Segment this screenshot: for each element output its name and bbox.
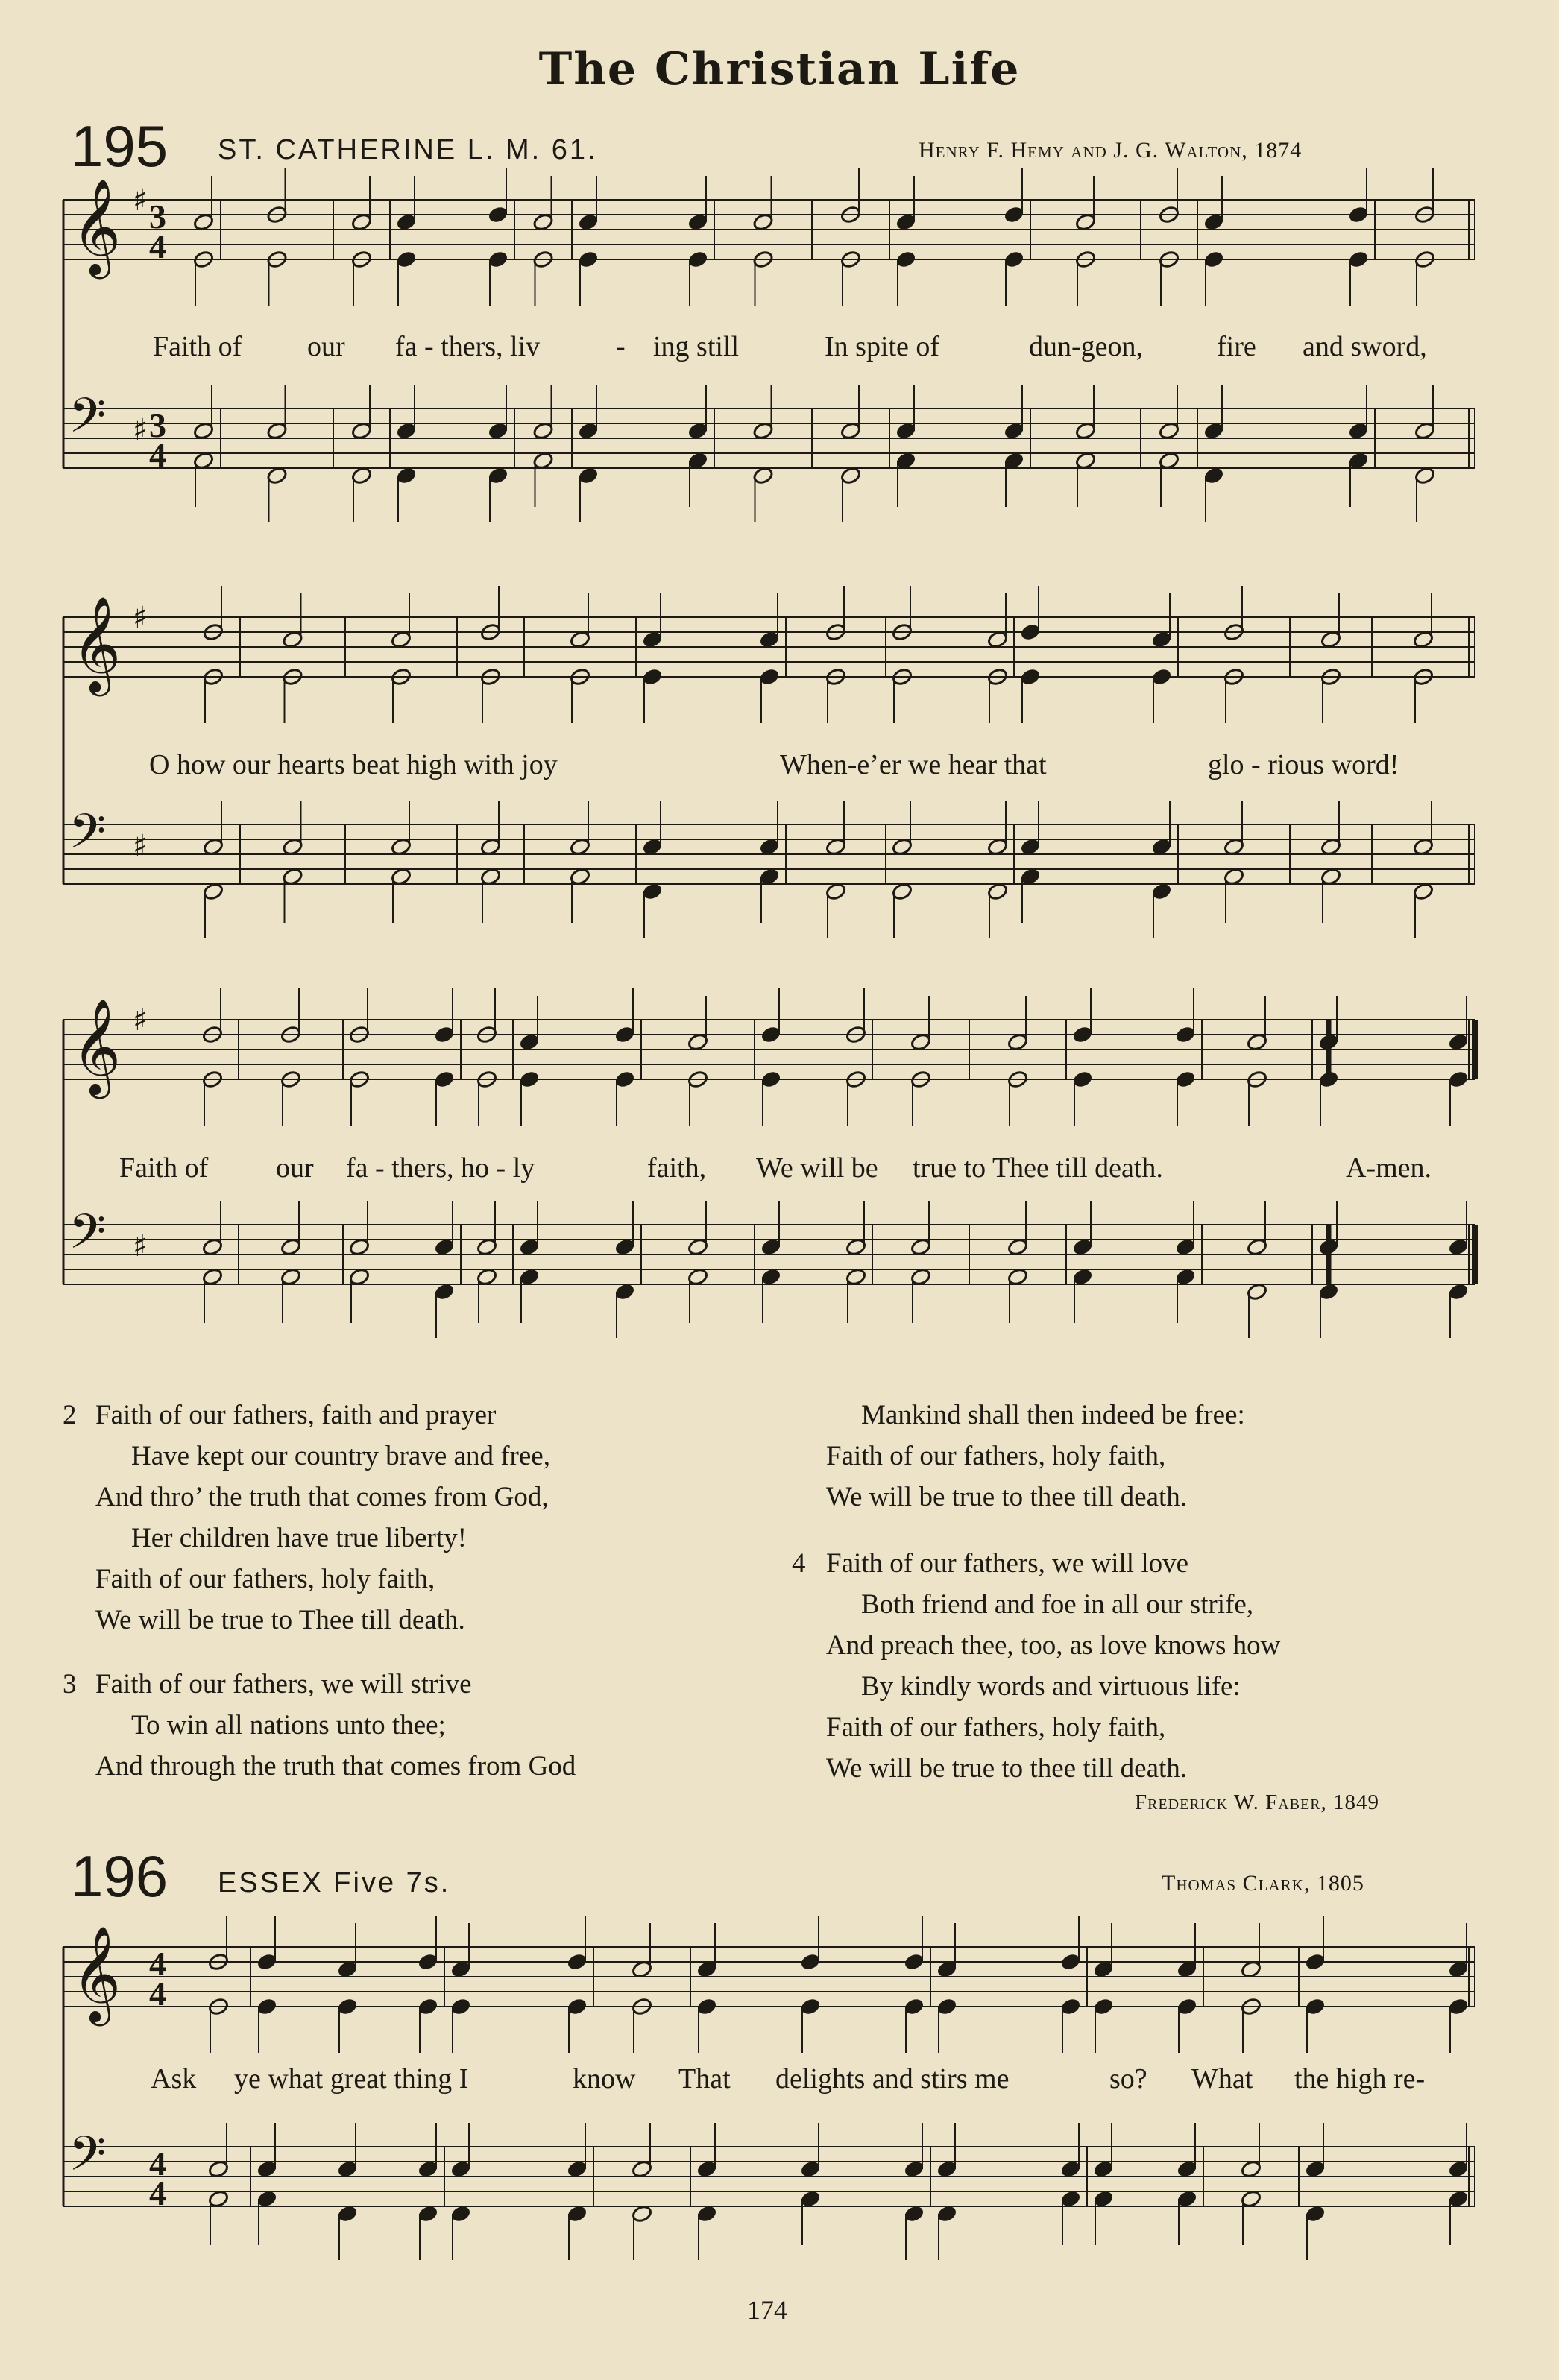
treble-clef-icon: 𝄞 [72, 998, 122, 1095]
lyric-word: O how our hearts beat high with joy [149, 749, 558, 780]
lyric-word: and sword, [1303, 331, 1427, 362]
stanza-number: 4 [792, 1548, 806, 1579]
tune-name-196: ESSEX Five 7s. [218, 1867, 451, 1898]
lyric-word: so? [1109, 2063, 1147, 2095]
section-title: The Christian Life [538, 43, 1021, 95]
sharp-icon: ♯ [133, 1229, 148, 1263]
tune-name-195: ST. CATHERINE L. M. 61. [218, 134, 598, 165]
treble-clef-icon: 𝄞 [72, 596, 122, 692]
bass-clef-icon: 𝄢 [69, 388, 107, 455]
bass-clef-icon: 𝄢 [69, 2127, 107, 2194]
lyric-word: - [616, 331, 626, 362]
author-credit: Frederick W. Faber, 1849 [1135, 1790, 1380, 1814]
lyric-word: the high re- [1294, 2063, 1426, 2095]
stanza-line: And thro’ the truth that comes from God, [95, 1482, 549, 1512]
lyric-word: In spite of [825, 331, 940, 362]
lyric-word: Faith of [119, 1152, 209, 1184]
stanza-line: By kindly words and virtuous life: [861, 1671, 1241, 1702]
stanza-line: Faith of our fathers, holy faith, [95, 1564, 435, 1594]
lyric-word: delights and stirs me [775, 2063, 1010, 2095]
stanza-number: 3 [63, 1669, 77, 1699]
sharp-icon: ♯ [133, 1003, 148, 1038]
stanza-line: And through the truth that comes from God [95, 1751, 576, 1781]
lyric-word: ye what great thing I [234, 2063, 469, 2095]
lyric-word: glo - rious word! [1208, 749, 1399, 780]
time-signature: 4 [149, 2174, 166, 2212]
composer-196: Thomas Clark, 1805 [1162, 1871, 1364, 1896]
composer-195: Henry F. Hemy and J. G. Walton, 1874 [919, 138, 1303, 162]
lyric-word: our [276, 1152, 314, 1184]
stanza-line: Both friend and foe in all our strife, [861, 1589, 1254, 1620]
sharp-icon: ♯ [133, 829, 148, 863]
time-signature: 3 [149, 198, 166, 236]
lyric-word: our [307, 331, 345, 362]
stanza-line: Faith of our fathers, we will strive [95, 1669, 472, 1699]
stanza-line: Faith of our fathers, we will love [826, 1548, 1189, 1579]
stanza-line: Have kept our country brave and free, [131, 1441, 550, 1471]
stanza-line: And preach thee, too, as love knows how [826, 1630, 1281, 1661]
time-signature: 4 [149, 2144, 166, 2182]
stanza-line: Her children have true liberty! [131, 1523, 467, 1553]
lyric-word: fa - thers, ho - ly [346, 1152, 535, 1184]
stanza-line: We will be true to thee till death. [826, 1753, 1188, 1784]
treble-clef-icon: 𝄞 [72, 1925, 122, 2022]
treble-clef-icon: 𝄞 [72, 178, 122, 275]
lyric-word: fire [1217, 331, 1256, 362]
sharp-icon: ♯ [133, 601, 148, 635]
bass-clef-icon: 𝄢 [69, 804, 107, 871]
page-number: 174 [747, 2295, 787, 2325]
lyric-word: true to Thee till death. [913, 1152, 1163, 1184]
bass-clef-icon: 𝄢 [69, 1205, 107, 1272]
lyric-word: ing still [653, 331, 740, 362]
lyric-word: know [573, 2063, 636, 2095]
lyric-word: faith, [647, 1152, 707, 1184]
sharp-icon: ♯ [133, 413, 148, 447]
lyric-word: What [1191, 2063, 1253, 2095]
lyric-word: Ask [151, 2063, 197, 2095]
stanza-line: Faith of our fathers, faith and prayer [95, 1400, 497, 1430]
time-signature: 4 [149, 1975, 166, 2013]
stanza-line: To win all nations unto thee; [131, 1710, 446, 1740]
time-signature: 4 [149, 227, 166, 265]
lyric-word: A-men. [1346, 1152, 1432, 1184]
time-signature: 4 [149, 436, 166, 474]
lyric-word: We will be [756, 1152, 878, 1184]
stanza-line: We will be true to thee till death. [826, 1482, 1188, 1512]
stanza-line: We will be true to Thee till death. [95, 1605, 465, 1635]
lyric-word: dun-geon, [1029, 331, 1144, 362]
stanza-line: Mankind shall then indeed be free: [861, 1400, 1245, 1430]
lyric-word: That [678, 2063, 731, 2095]
lyric-word: fa - thers, liv [395, 331, 541, 362]
lyric-word: Faith of [153, 331, 242, 362]
time-signature: 4 [149, 1945, 166, 1983]
hymn-number-195: 195 [71, 113, 169, 179]
sharp-icon: ♯ [133, 183, 148, 218]
stanza-number: 2 [63, 1400, 77, 1430]
stanza-line: Faith of our fathers, holy faith, [826, 1441, 1166, 1471]
stanza-line: Faith of our fathers, holy faith, [826, 1712, 1166, 1743]
time-signature: 3 [149, 406, 166, 444]
lyric-word: When-e’er we hear that [780, 749, 1047, 780]
hymn-number-196: 196 [71, 1843, 169, 1909]
